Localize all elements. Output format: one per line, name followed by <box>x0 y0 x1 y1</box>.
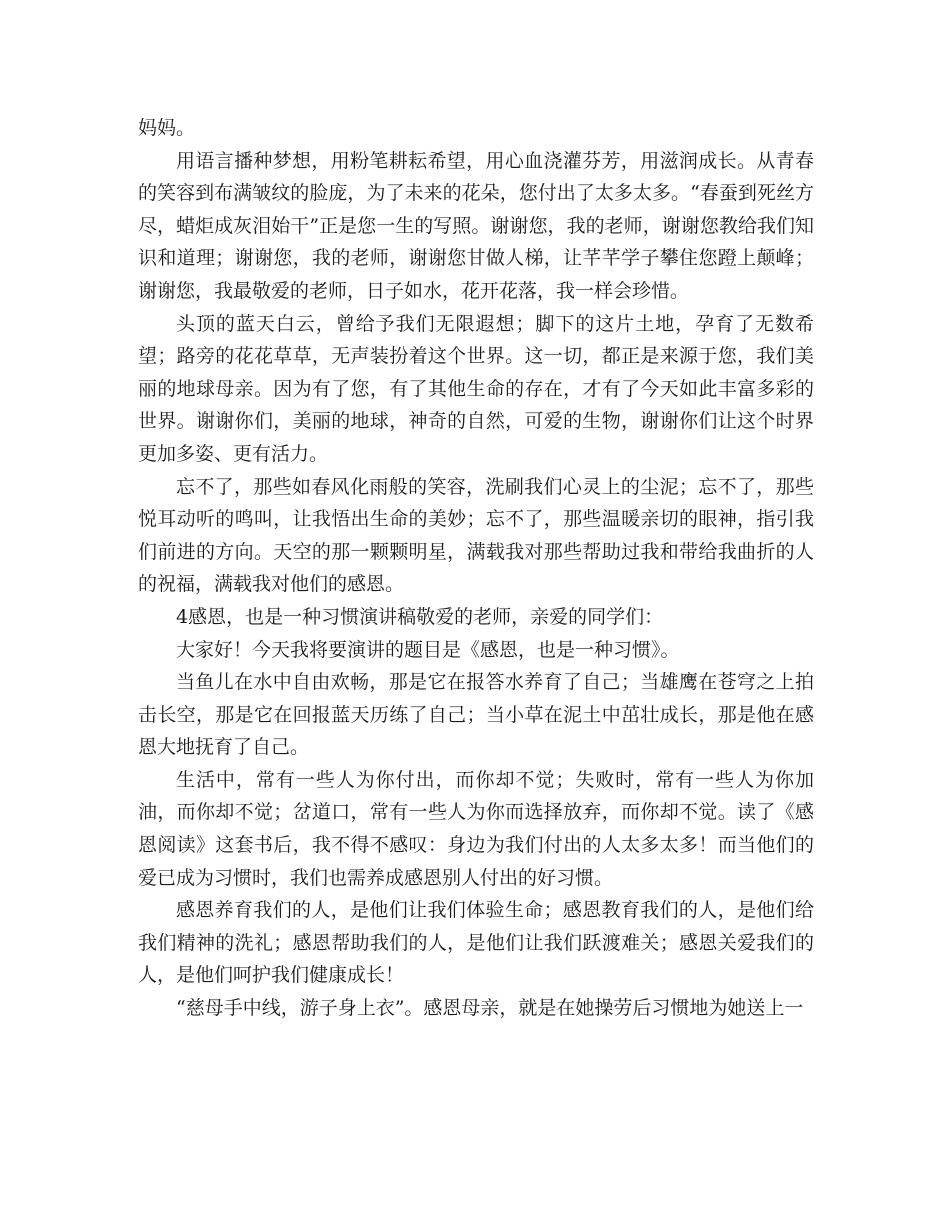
paragraph-7: 当鱼儿在水中自由欢畅，那是它在报答水养育了自己；当雄鹰在苍穹之上拍击长空，那是它在回报蓝天历练了自己；当小草在泥土中茁壮成长，那是他在感恩大地抚育了自己。 <box>138 671 814 759</box>
paragraph-9: 感恩养育我们的人，是他们让我们体验生命；感恩教育我们的人，是他们给我们精神的洗礼；感恩帮助我们的人，是他们让我们跃渡难关；感恩关爱我们的人，是他们呵护我们健康成长！ <box>138 899 814 987</box>
paragraph-6-greeting: 大家好！今天我将要演讲的题目是《感恩，也是一种习惯》。 <box>176 638 680 661</box>
paragraph-5-speech-title: 4感恩，也是一种习惯演讲稿敬爱的老师，亲爱的同学们： <box>176 605 664 628</box>
paragraph-8: 生活中，常有一些人为你付出，而你却不觉；失败时，常有一些人为你加油，而你却不觉；岔道口，常有一些人为你而选择放弃，而你却不觉。读了《感恩阅读》这套书后，我不得不感叹：身边为我们付出的人太多太多！而当他们的爱已成为习惯时，我们也需养成感恩别人付出的好习惯。 <box>138 768 814 889</box>
paragraph-4: 忘不了，那些如春风化雨般的笑容，洗刷我们心灵上的尘泥；忘不了，那些悦耳动听的鸣叫，让我悟出生命的美妙；忘不了，那些温暖亲切的眼神，指引我们前进的方向。天空的那一颗颗明星，满载我对那些帮助过我和带给我曲折的人的祝福，满载我对他们的感恩。 <box>138 475 814 596</box>
paragraph-3: 头顶的蓝天白云，曾给予我们无限遐想；脚下的这片土地，孕育了无数希望；路旁的花花草草，无声装扮着这个世界。这一切，都正是来源于您，我们美丽的地球母亲。因为有了您，有了其他生命的存在，才有了今天如此丰富多彩的世界。谢谢你们，美丽的地球，神奇的自然，可爱的生物，谢谢你们让这个时界更加多姿、更有活力。 <box>138 312 814 465</box>
paragraph-1: 妈妈。 <box>138 117 196 139</box>
paragraph-2: 用语言播种梦想，用粉笔耕耘希望，用心血浇灌芬芳，用滋润成长。从青春的笑容到布满皱纹的脸庞，为了未来的花朵，您付出了太多太多。“春蚕到死丝方尽，蜡炬成灰泪始干”正是您一生的写照。谢谢您，我的老师，谢谢您教给我们知识和道理；谢谢您，我的老师，谢谢您甘做人梯，让芊芊学子攀住您蹬上颠峰；谢谢您，我最敬爱的老师，日子如水，花开花落，我一样会珍惜。 <box>138 149 814 302</box>
paragraph-10: “慈母手中线，游子身上衣”。感恩母亲，就是在她操劳后习惯地为她送上一 <box>176 997 804 1020</box>
document-body <box>138 112 814 1025</box>
